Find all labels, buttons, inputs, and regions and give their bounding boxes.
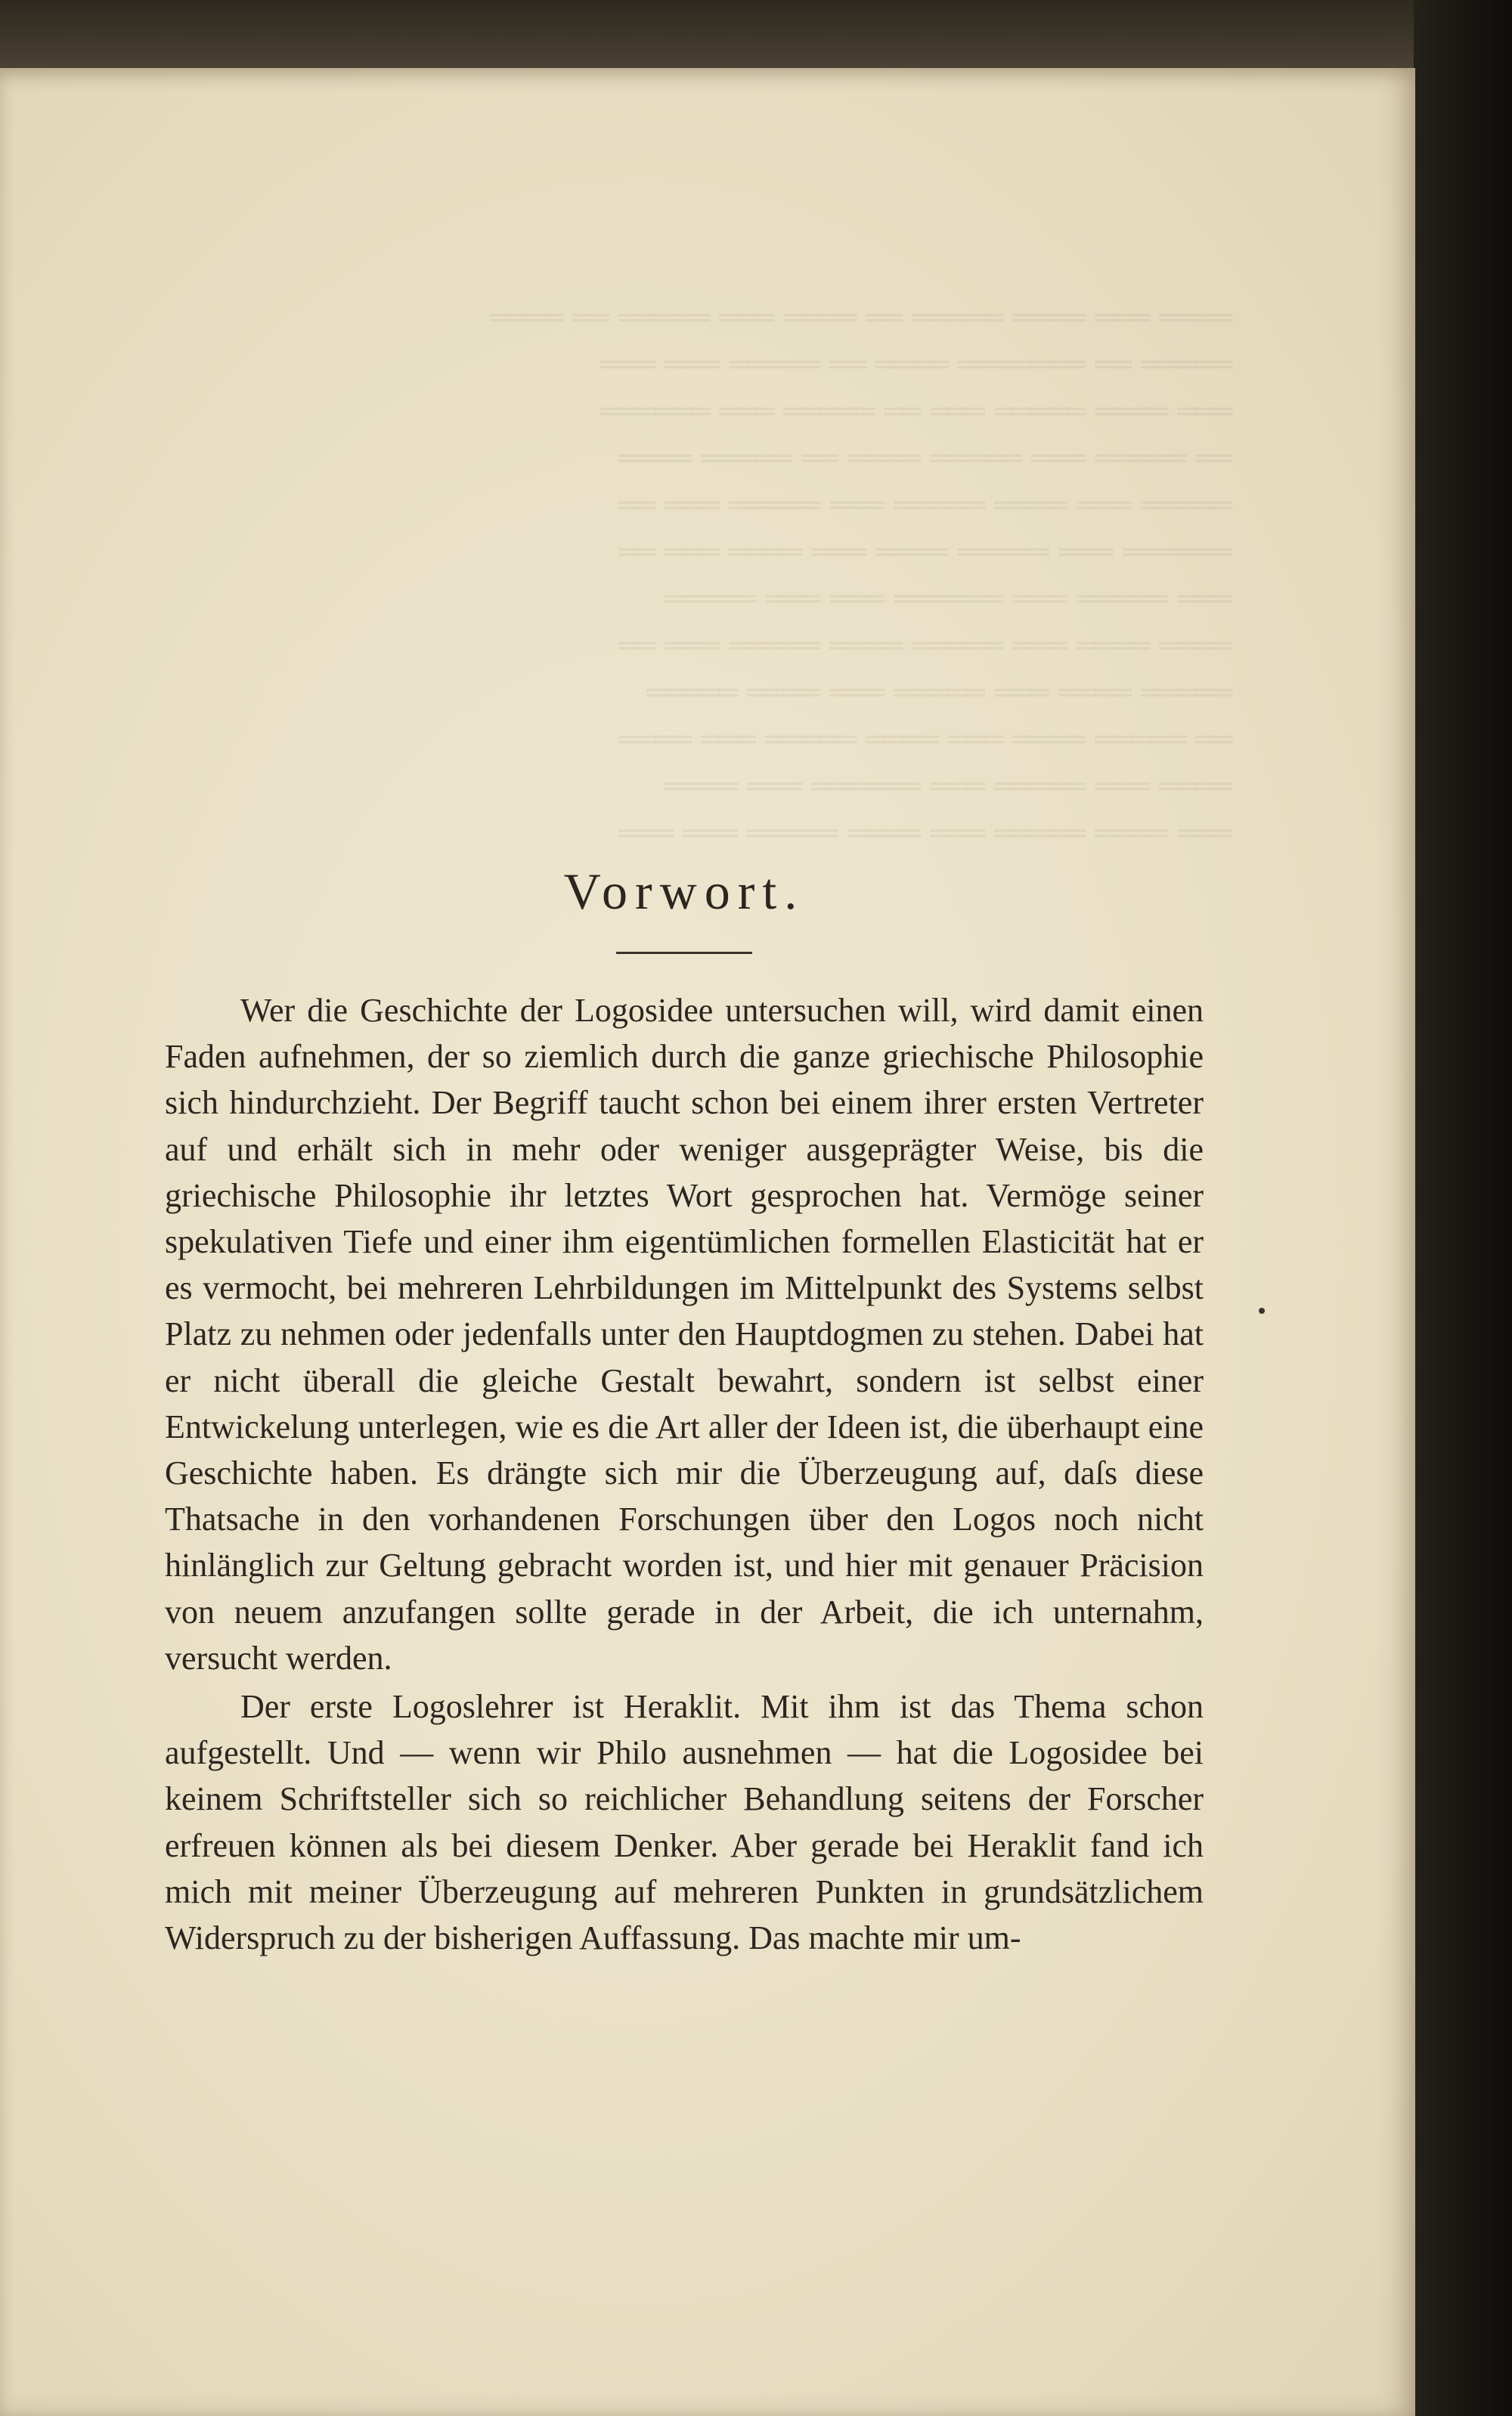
paragraph-2: Der erste Logoslehrer ist Heraklit. Mit ihm ist das Thema schon aufgestellt. Und — wenn wir Philo ausnehmen — hat die Logosidee bei keinem Schriftsteller sich so reichlicher Behandlung seitens der Forscher erfreuen können als bei diesem Denker. Aber gerade bei Heraklit fand ich mich mit meiner Überzeugung auf mehreren Punkten in grundsätzlichem Widerspruch zu der bisherigen Auffassung. Das machte mir um- [165,1688,1204,1957]
page-title: Vorwort. [563,863,805,920]
ink-speck [1259,1308,1265,1314]
page-sheet [0,68,1415,2416]
title-divider [616,952,752,954]
book-top-edge [0,0,1512,68]
page-content [165,862,1204,1963]
book-spine-edge [1414,0,1512,2416]
bleed-through-text: ════ ═══ ════ ═════ ══ ════ ═══ ═════ ══ ════ ═════ ══ ═══════ ════ ══ ═════ ═══ ═══ ═══ ════ ═════ ═══ ══ ═════ ═══ ══════ ══ ═════ ═══ ═════ ════ ══ ═════ ════ ═════ ═══ ════ ═════ ═══ ═════ ═══ ══ ══════ ═══ ═════ ════ ═══ ════ ═══ ══ ═══ ═════ ═══ ══════ ═══ ═══ ═════ ════ ════ ═══ ═════ ════ ═════ ═══ ══ ═════ ════ ═══ ═════ ═══ ════ ═════ ══ ═════ ════ ═══ ════ ═════ ═══ ════ ════ ═══ ═════ ═══ ══════ ═══ ════ ═══ ════ ═════ ═══ ════ ═════ ═══ ═══ [490,301,1232,851]
paragraph-1: Wer die Geschichte der Logosidee untersuchen will, wird damit einen Faden aufnehmen, der so ziemlich durch die ganze griechische Philosophie sich hindurchzieht. Der Begriff taucht schon bei einem ihrer ersten Vertreter auf und erhält sich in mehr oder weniger ausgeprägter Weise, bis die griechische Philosophie ihr letztes Wort gesprochen hat. Vermöge seiner spekulativen Tiefe und einer ihm eigentümlichen formellen Elasticität hat er es vermocht, bei mehreren Lehrbildungen im Mittelpunkt des Systems selbst Platz zu nehmen oder jedenfalls unter den Hauptdogmen zu stehen. Dabei hat er nicht überall die gleiche Gestalt bewahrt, sondern ist selbst einer Entwickelung unterlegen, wie es die Art aller der Ideen ist, die überhaupt eine Geschichte haben. Es drängte sich mir die Überzeugung auf, daſs diese Thatsache in den vorhandenen Forschungen über den Logos noch nicht hinlänglich zur Geltung gebracht worden ist, und hier mit genauer Präcision von neuem anzufangen sollte gerade in der Arbeit, die ich unternahm, versucht werden. [165,992,1204,1677]
